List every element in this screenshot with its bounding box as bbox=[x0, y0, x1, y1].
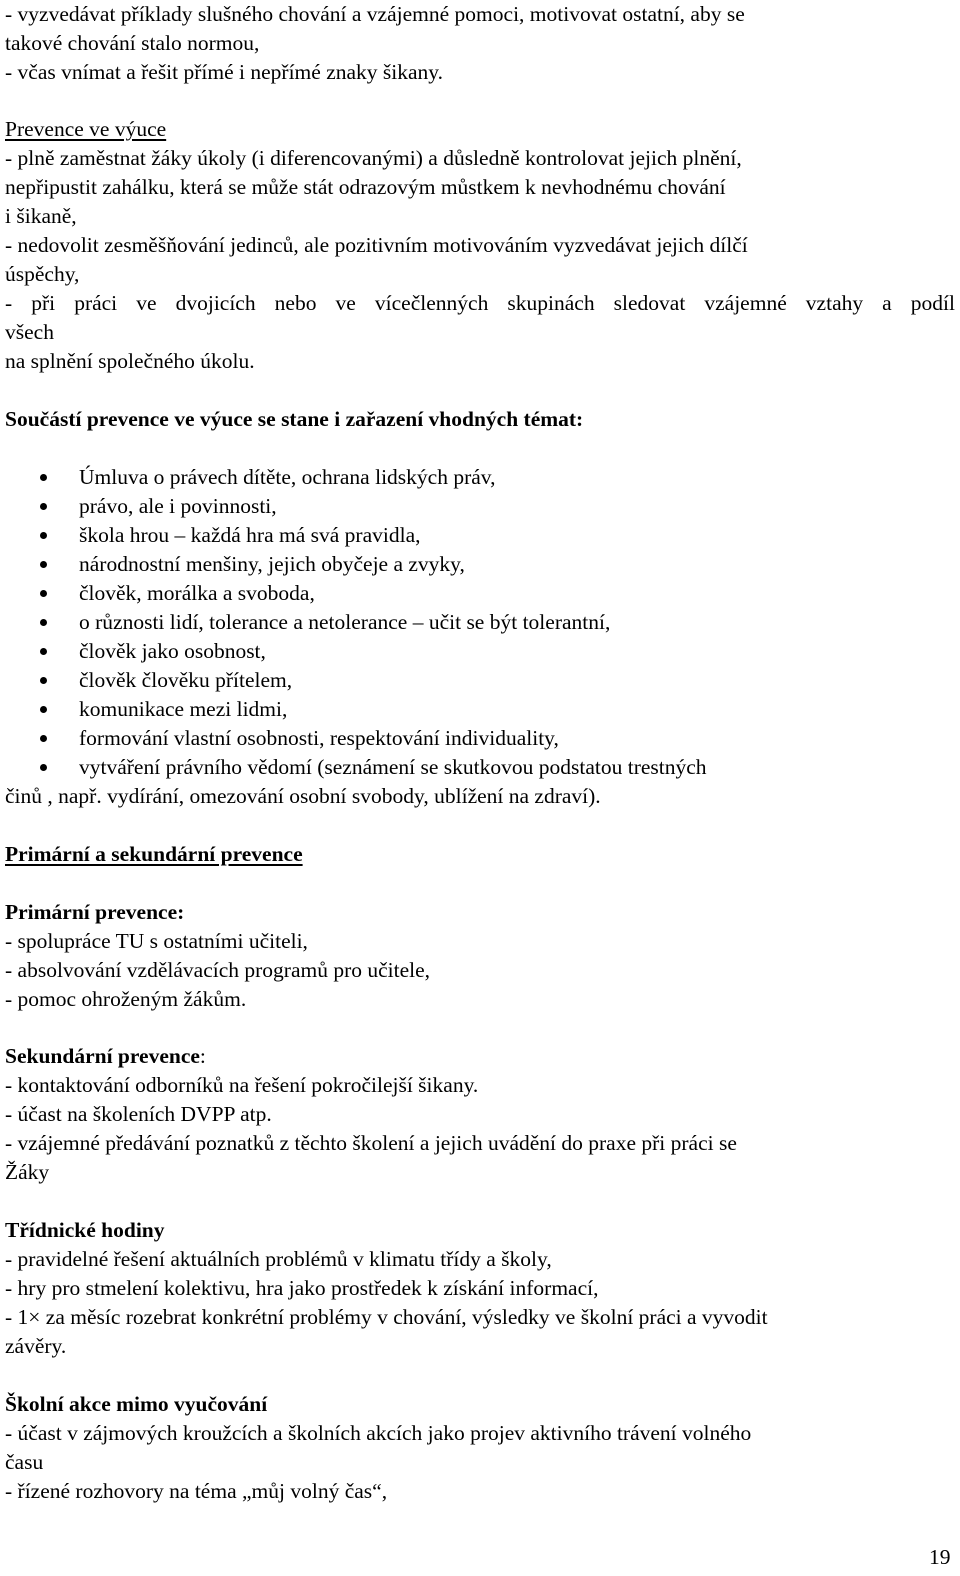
prevence-line-1: - plně zaměstnat žáky úkoly (i diferencovanými) a důsledně kontrolovat jejich plnění, bbox=[5, 146, 742, 170]
bullet-icon bbox=[40, 706, 47, 713]
intro-line-1: - vyzvedávat příklady slušného chování a vzájemné pomoci, motivovat ostatní, aby se bbox=[5, 2, 745, 26]
sekundarni-line-4: Žáky bbox=[5, 1160, 50, 1184]
section-heading-sekundarni bbox=[5, 1042, 206, 1071]
bullet-icon bbox=[40, 590, 47, 597]
prevence-line-5: úspěchy, bbox=[5, 262, 80, 286]
primarni-line-2: - absolvování vzdělávacích programů pro učitele, bbox=[5, 958, 431, 982]
bullet-icon bbox=[40, 648, 47, 655]
list-item-text: formování vlastní osobnosti, respektování individuality, bbox=[79, 726, 559, 750]
tridnicke-line-2: - hry pro stmelení kolektivu, hra jako prostředek k získání informací, bbox=[5, 1276, 599, 1300]
sekundarni-heading-colon: : bbox=[199, 1044, 206, 1068]
list-item-text: národnostní menšiny, jejich obyčeje a zvyky, bbox=[79, 552, 465, 576]
sekundarni-line-1: - kontaktování odborníků na řešení pokročilejší šikany. bbox=[5, 1073, 479, 1097]
intro-line-2: takové chování stalo normou, bbox=[5, 31, 260, 55]
list-item-text: o různosti lidí, tolerance a netolerance – učit se být tolerantní, bbox=[79, 610, 611, 634]
temata-continuation: činů , např. vydírání, omezování osobní svobody, ublížení na zdraví). bbox=[5, 784, 601, 808]
intro-line-3: - včas vnímat a řešit přímé i nepřímé znaky šikany. bbox=[5, 60, 444, 84]
section-heading-skolni-akce: Školní akce mimo vyučování bbox=[5, 1392, 268, 1416]
bullet-icon bbox=[40, 735, 47, 742]
bullet-icon bbox=[40, 619, 47, 626]
list-item-text: člověk člověku přítelem, bbox=[79, 668, 293, 692]
bullet-icon bbox=[40, 503, 47, 510]
bullet-icon bbox=[40, 474, 47, 481]
prevence-line-8: na splnění společného úkolu. bbox=[5, 349, 255, 373]
section-heading-tridnicke-hodiny: Třídnické hodiny bbox=[5, 1218, 165, 1242]
sekundarni-heading-text: Sekundární prevence bbox=[5, 1044, 200, 1068]
list-item-text: člověk jako osobnost, bbox=[79, 639, 266, 663]
prevence-line-2: nepřipustit zahálku, která se může stát odrazovým můstkem k nevhodnému chování bbox=[5, 175, 726, 199]
akce-line-1: - účast v zájmových kroužcích a školních akcích jako projev aktivního trávení volného bbox=[5, 1421, 752, 1445]
tridnicke-line-4: závěry. bbox=[5, 1334, 67, 1358]
section-heading-prevence-ve-vyuce: Prevence ve výuce bbox=[5, 117, 167, 141]
akce-line-3: - řízené rozhovory na téma „můj volný čas“, bbox=[5, 1479, 388, 1503]
primarni-line-1: - spolupráce TU s ostatními učiteli, bbox=[5, 929, 308, 953]
bullet-icon bbox=[40, 532, 47, 539]
list-item-text: vytváření právního vědomí (seznámení se skutkovou podstatou trestných bbox=[79, 755, 707, 779]
primarni-line-3: - pomoc ohroženým žákům. bbox=[5, 987, 247, 1011]
prevence-line-3: i šikaně, bbox=[5, 204, 77, 228]
sekundarni-line-2: - účast na školeních DVPP atp. bbox=[5, 1102, 272, 1126]
tridnicke-line-1: - pravidelné řešení aktuálních problémů v klimatu třídy a školy, bbox=[5, 1247, 552, 1271]
section-heading-temata: Součástí prevence ve výuce se stane i zařazení vhodných témat: bbox=[5, 407, 584, 431]
bullet-icon bbox=[40, 677, 47, 684]
section-heading-primarni: Primární prevence: bbox=[5, 900, 185, 924]
akce-line-2: času bbox=[5, 1450, 44, 1474]
tridnicke-line-3: - 1× za měsíc rozebrat konkrétní problémy v chování, výsledky ve školní práci a vyvodit bbox=[5, 1305, 768, 1329]
sekundarni-line-3: - vzájemné předávání poznatků z těchto školení a jejich uvádění do praxe při práci se bbox=[5, 1131, 737, 1155]
prevence-line-7: všech bbox=[5, 320, 54, 344]
list-item-text: škola hrou – každá hra má svá pravidla, bbox=[79, 523, 421, 547]
bullet-icon bbox=[40, 764, 47, 771]
section-heading-primarni-sekundarni: Primární a sekundární prevence bbox=[5, 842, 303, 866]
prevence-line-4: - nedovolit zesměšňování jedinců, ale pozitivním motivováním vyzvedávat jejich dílčí bbox=[5, 233, 748, 257]
page-number: 19 bbox=[929, 1545, 951, 1569]
list-item-text: Úmluva o právech dítěte, ochrana lidských práv, bbox=[79, 465, 496, 489]
list-item-text: člověk, morálka a svoboda, bbox=[79, 581, 315, 605]
list-item-text: právo, ale i povinnosti, bbox=[79, 494, 277, 518]
prevence-line-6: - při práci ve dvojicích nebo ve vícečlenných skupinách sledovat vzájemné vztahy a podíl bbox=[5, 291, 955, 315]
bullet-icon bbox=[40, 561, 47, 568]
list-item-text: komunikace mezi lidmi, bbox=[79, 697, 288, 721]
